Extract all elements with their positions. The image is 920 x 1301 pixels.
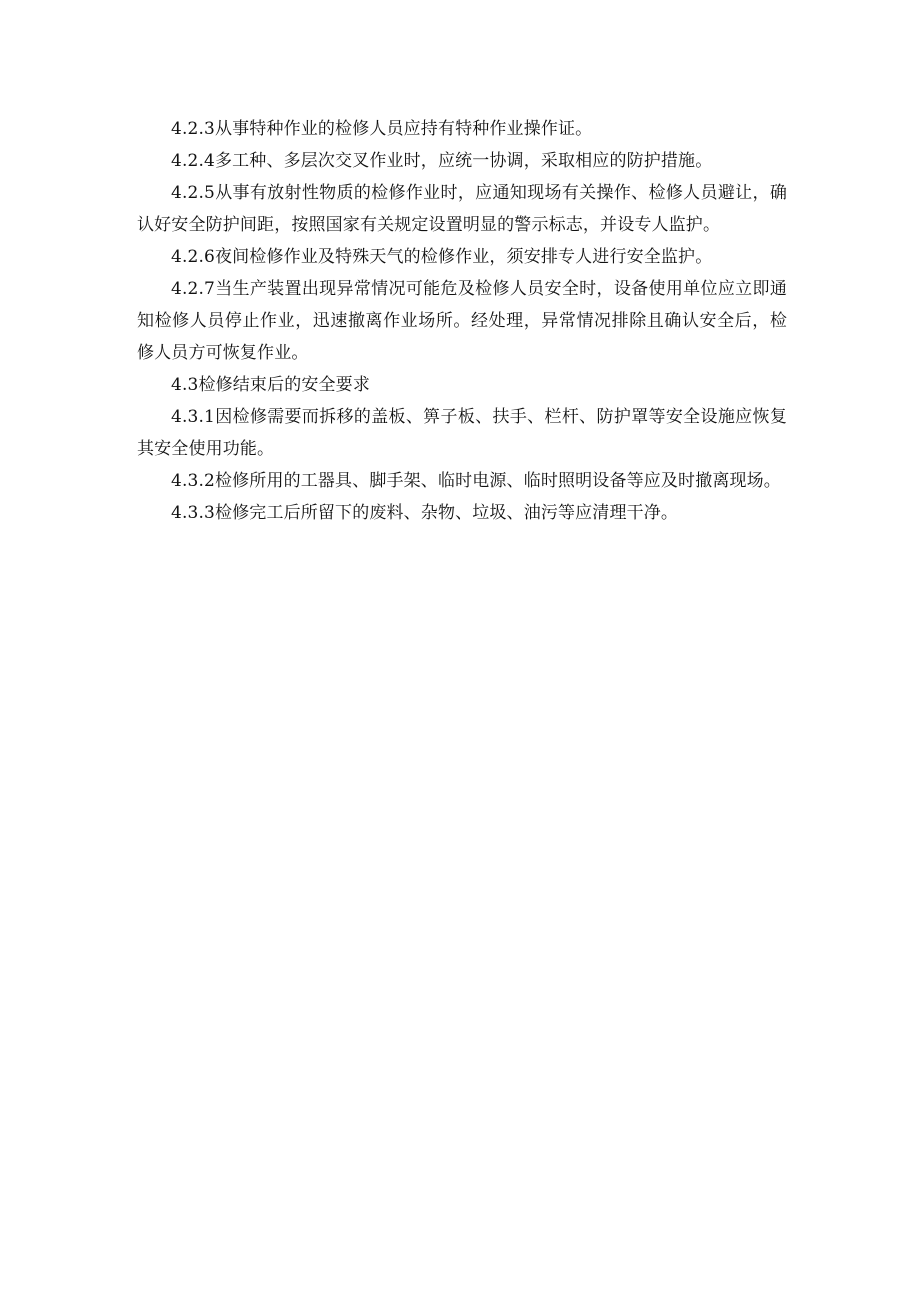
paragraph-4-3-2: 4.3.2检修所用的工器具、脚手架、临时电源、临时照明设备等应及时撤离现场。 [171, 471, 781, 491]
paragraph-4-2-6: 4.2.6夜间检修作业及特殊天气的检修作业，须安排专人进行安全监护。 [171, 247, 713, 267]
paragraph-4-3-3: 4.3.3检修完工后所留下的废料、杂物、垃圾、油污等应清理干净。 [171, 503, 679, 523]
paragraph-4-2-3: 4.2.3从事特种作业的检修人员应持有特种作业操作证。 [171, 119, 593, 139]
paragraph-4-2-5: 4.2.5从事有放射性物质的检修作业时，应通知现场有关操作、检修人员避让，确认好安全防护间距，按照国家有关规定设置明显的警示标志，并设专人监护。 [137, 183, 787, 235]
paragraph-4-2-4: 4.2.4多工种、多层次交叉作业时，应统一协调，采取相应的防护措施。 [171, 151, 713, 171]
section-heading-4-3: 4.3检修结束后的安全要求 [171, 375, 370, 395]
paragraph-4-3-1: 4.3.1因检修需要而拆移的盖板、箅子板、扶手、栏杆、防护罩等安全设施应恢复其安全使用功能。 [137, 407, 787, 459]
document-body [137, 113, 787, 529]
paragraph-4-2-7: 4.2.7当生产装置出现异常情况可能危及检修人员安全时，设备使用单位应立即通知检修人员停止作业，迅速撤离作业场所。经处理，异常情况排除且确认安全后，检修人员方可恢复作业。 [137, 279, 787, 363]
